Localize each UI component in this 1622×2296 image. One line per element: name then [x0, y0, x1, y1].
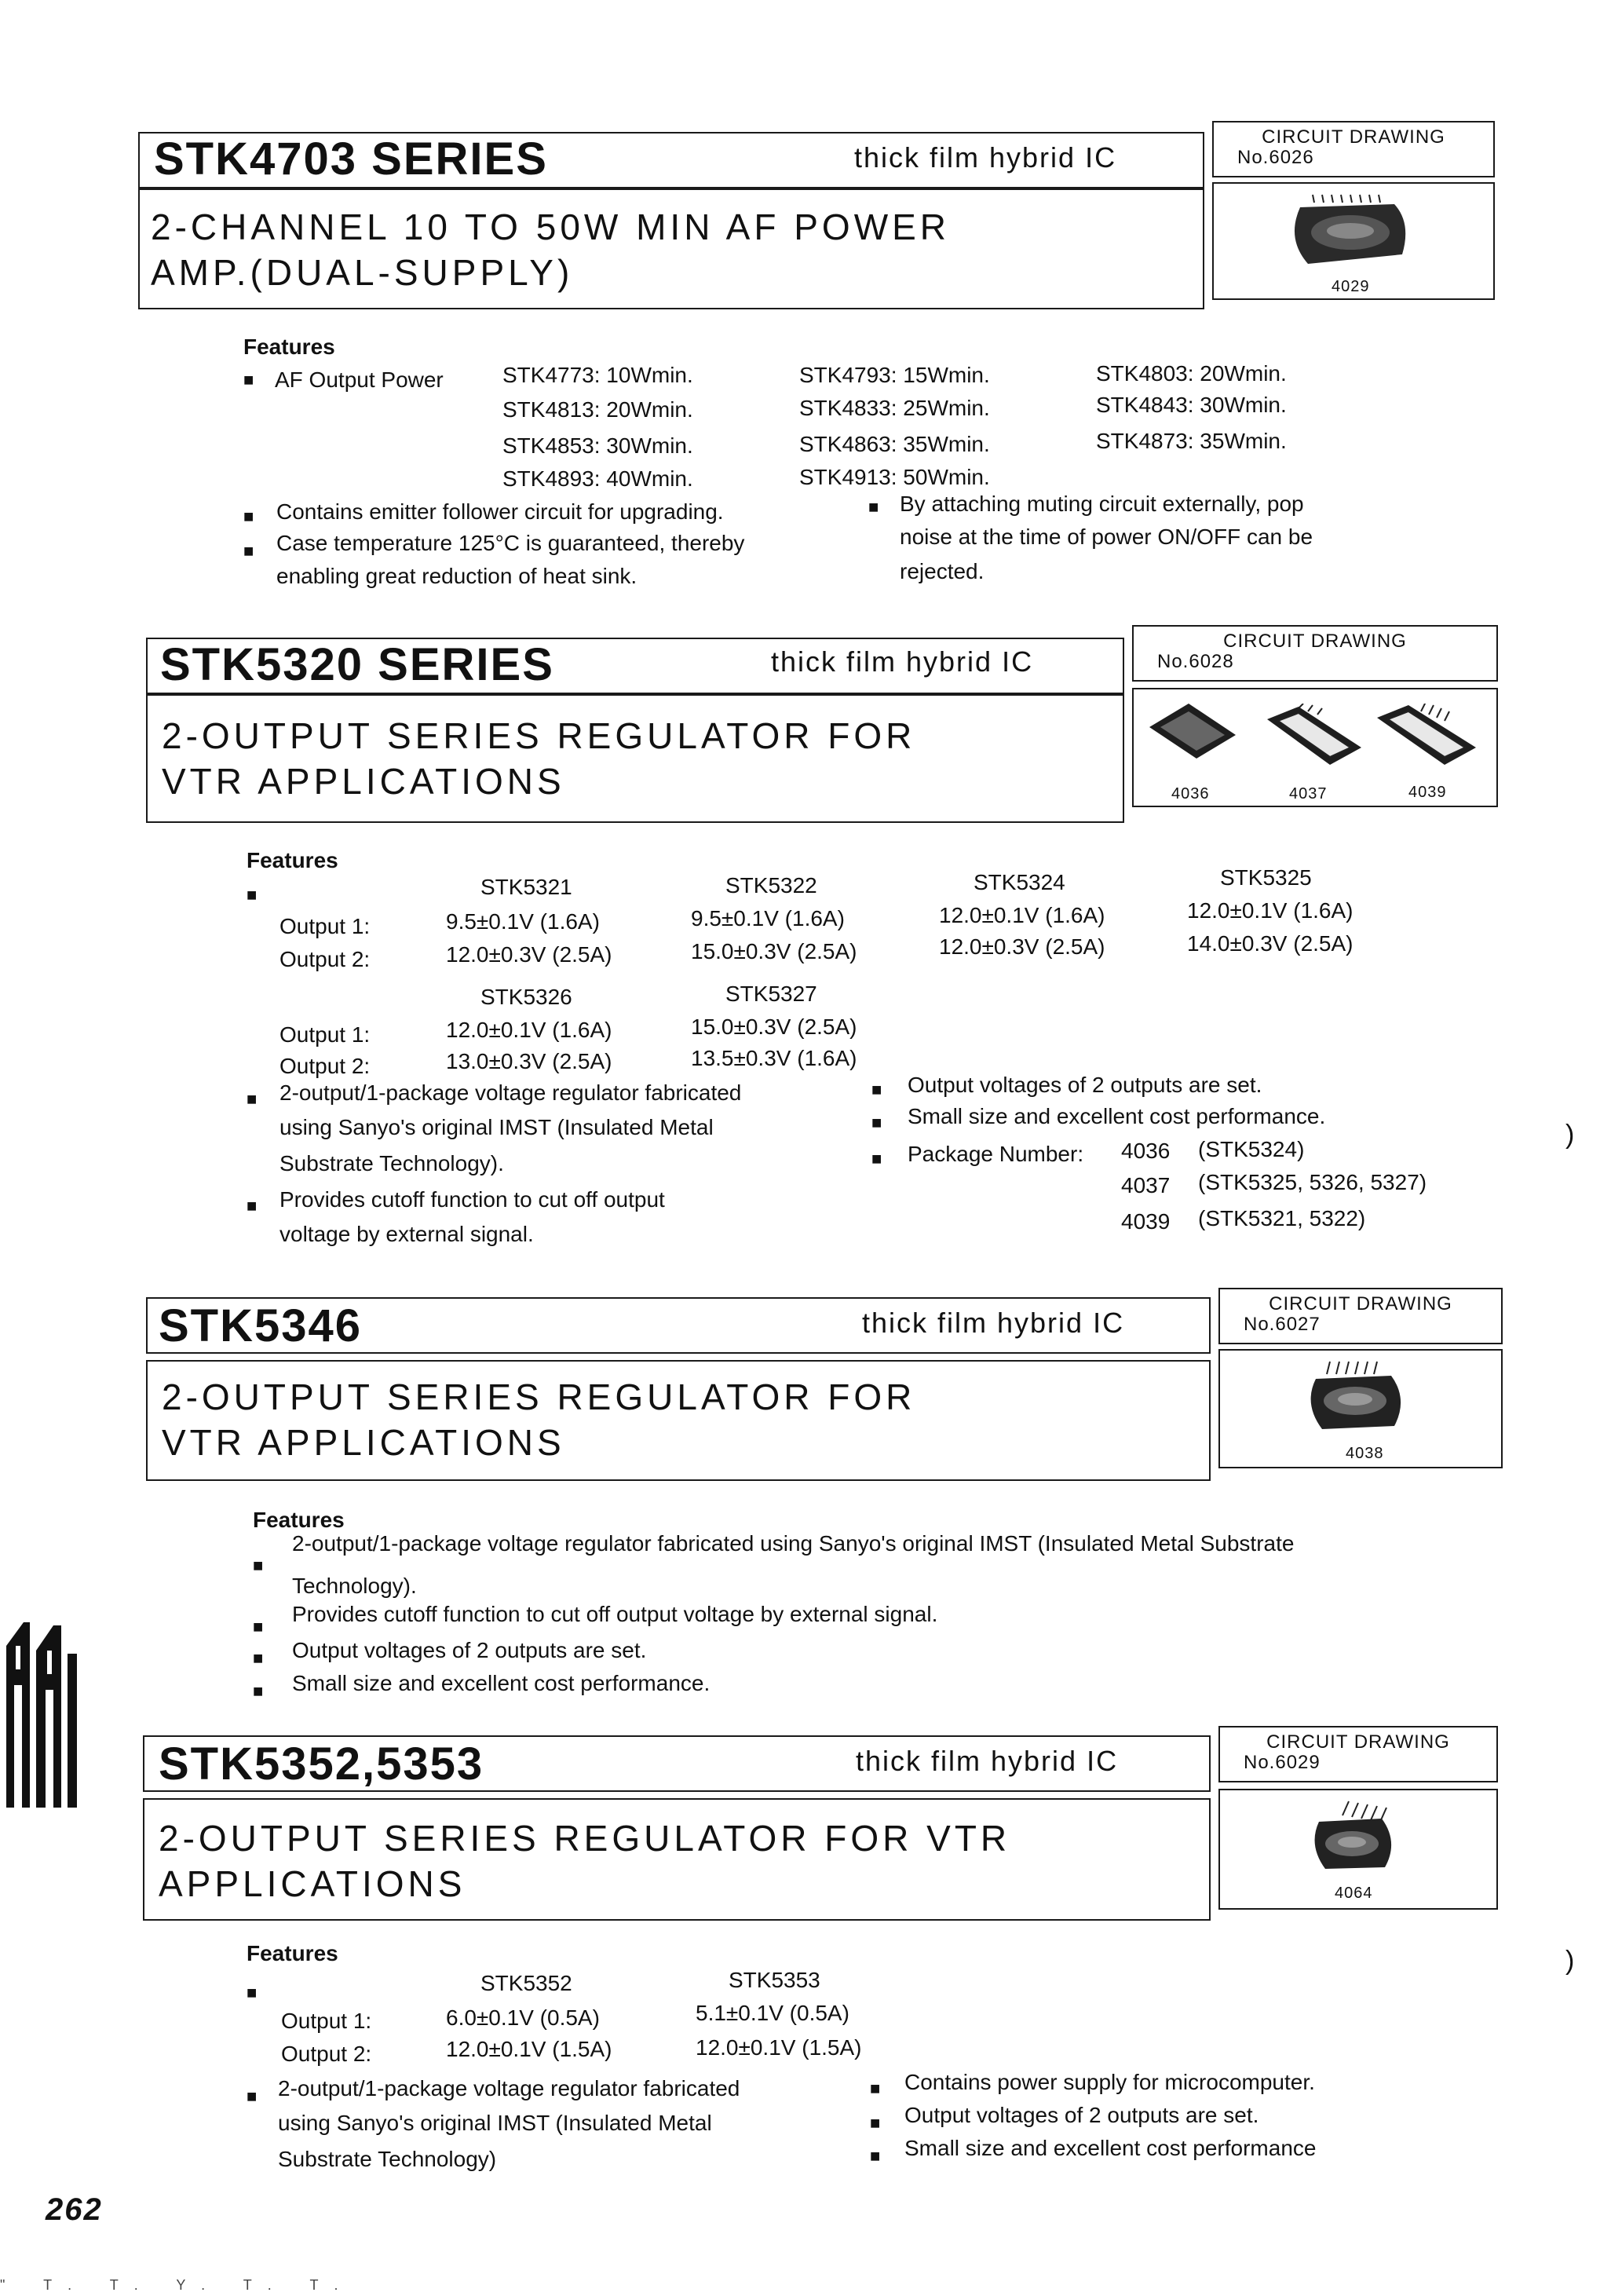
ic-package-image: [1299, 1360, 1416, 1439]
af-output-label: AF Output Power: [275, 367, 444, 392]
ic-package-images: [1149, 704, 1487, 782]
series-title: STK5346: [159, 1300, 363, 1351]
subtitle-line: 2-OUTPUT SERIES REGULATOR FOR VTR: [159, 1818, 1011, 1859]
model-header: STK5352: [480, 1971, 572, 1995]
spec-value: 12.0±0.1V (1.5A): [696, 2035, 862, 2060]
circuit-drawing-number: No.6028: [1157, 651, 1234, 672]
subtitle-line: 2-CHANNEL 10 TO 50W MIN AF POWER: [151, 207, 951, 247]
package-number: 4029: [1332, 278, 1370, 295]
feature-text: noise at the time of power ON/OFF can be: [900, 525, 1313, 549]
output-label: Output 2:: [279, 947, 371, 971]
feature-text: 2-output/1-package voltage regulator fabricated using Sanyo's original IMST (Insulated Metal Substrate: [292, 1531, 1295, 1556]
package-number: 4039: [1408, 784, 1447, 801]
spec-value: 6.0±0.1V (0.5A): [446, 2005, 600, 2030]
feature-text: enabling great reduction of heat sink.: [276, 564, 637, 588]
power-spec: STK4863: 35Wmin.: [799, 432, 990, 456]
spec-value: 5.1±0.1V (0.5A): [696, 2001, 849, 2025]
package-number: 4037: [1289, 785, 1328, 803]
bullet: ■: [253, 1681, 264, 1701]
spec-value: 13.0±0.3V (2.5A): [446, 1049, 612, 1073]
bullet: ■: [871, 1149, 882, 1168]
title-box: [138, 132, 1204, 188]
power-spec: STK4803: 20Wmin.: [1096, 361, 1287, 386]
bullet: ■: [243, 506, 254, 526]
page-number: 262: [46, 2192, 103, 2227]
output-label: Output 1:: [281, 2009, 372, 2033]
ic-type-label: thick film hybrid IC: [854, 141, 1117, 174]
spec-value: 12.0±0.1V (1.6A): [1187, 898, 1353, 923]
feature-text: rejected.: [900, 559, 985, 583]
model-header: STK5353: [729, 1968, 820, 1992]
feature-text: Substrate Technology).: [279, 1151, 504, 1175]
package-image-box: [1218, 1789, 1498, 1910]
package-image-box: [1212, 182, 1495, 300]
power-spec: STK4893: 40Wmin.: [502, 466, 693, 491]
package-types: (STK5324): [1198, 1137, 1305, 1161]
spec-value: 12.0±0.1V (1.6A): [939, 903, 1105, 927]
title-box: [146, 638, 1124, 694]
index-tab-graphic: [0, 1622, 82, 1811]
product-subtitle: [162, 713, 915, 804]
ic-package-image: [1306, 1798, 1408, 1877]
package-types: (STK5321, 5322): [1198, 1206, 1366, 1230]
spec-value: 15.0±0.3V (2.5A): [691, 939, 857, 963]
spec-value: 9.5±0.1V (1.6A): [446, 909, 600, 934]
feature-text: 2-output/1-package voltage regulator fabricated: [278, 2076, 740, 2100]
feature-text: voltage by external signal.: [279, 1222, 534, 1246]
series-title: STK5352,5353: [159, 1738, 484, 1790]
bullet: ■: [871, 1080, 882, 1099]
feature-text: using Sanyo's original IMST (Insulated Metal: [279, 1115, 714, 1139]
bullet: ■: [247, 2086, 258, 2106]
bullet: ■: [247, 1089, 258, 1109]
circuit-drawing-box: [1218, 1288, 1503, 1344]
feature-text: using Sanyo's original IMST (Insulated Metal: [278, 2111, 712, 2135]
footer-fragment: " T. T. Y. T. T.: [0, 2277, 356, 2293]
power-spec: STK4793: 15Wmin.: [799, 363, 990, 387]
circuit-drawing-number: No.6027: [1244, 1314, 1321, 1335]
circuit-drawing-label: CIRCUIT DRAWING: [1269, 1293, 1452, 1314]
package-number: 4064: [1335, 1885, 1373, 1902]
model-header: STK5324: [974, 870, 1065, 894]
features-heading: Features: [253, 1508, 345, 1532]
ic-type-label: thick film hybrid IC: [862, 1307, 1125, 1339]
bullet: ■: [870, 2146, 881, 2166]
feature-text: Small size and excellent cost performance.: [908, 1104, 1326, 1128]
bullet: ■: [253, 1617, 264, 1636]
feature-text: 2-output/1-package voltage regulator fabricated: [279, 1080, 742, 1105]
output-label: Output 1:: [279, 1022, 371, 1047]
model-header: STK5322: [725, 873, 817, 898]
features-heading: Features: [247, 848, 338, 872]
product-subtitle: [162, 1374, 915, 1465]
subtitle-line: APPLICATIONS: [159, 1863, 466, 1904]
spec-value: 12.0±0.1V (1.6A): [446, 1018, 612, 1042]
feature-text: Contains emitter follower circuit for upgrading.: [276, 499, 724, 524]
feature-text: Small size and excellent cost performance.: [292, 1671, 711, 1695]
feature-text: Substrate Technology): [278, 2147, 497, 2171]
bullet: ■: [247, 1196, 258, 1216]
circuit-drawing-box: [1132, 625, 1498, 682]
circuit-drawing-number: No.6026: [1237, 147, 1314, 168]
side-tab-marker: [0, 1622, 82, 1811]
model-header: STK5326: [480, 985, 572, 1009]
subtitle-line: AMP.(DUAL-SUPPLY): [151, 252, 574, 293]
output-label: Output 2:: [281, 2042, 372, 2066]
package-number-label: Package Number:: [908, 1142, 1084, 1166]
bullet: ■: [253, 1556, 264, 1575]
ic-package-image: [1277, 192, 1426, 278]
power-spec: STK4773: 10Wmin.: [502, 363, 693, 387]
power-spec: STK4813: 20Wmin.: [502, 397, 693, 422]
feature-text: Provides cutoff function to cut off output: [279, 1187, 665, 1212]
subtitle-line: VTR APPLICATIONS: [162, 1422, 565, 1463]
bullet: ■: [870, 2078, 881, 2098]
feature-text: By attaching muting circuit externally, pop: [900, 492, 1304, 516]
spec-value: 12.0±0.3V (2.5A): [939, 934, 1105, 959]
spec-value: 13.5±0.3V (1.6A): [691, 1046, 857, 1070]
power-spec: STK4833: 25Wmin.: [799, 396, 990, 420]
spec-value: 9.5±0.1V (1.6A): [691, 906, 845, 930]
product-subtitle: [159, 1815, 1010, 1907]
spec-value: 14.0±0.3V (2.5A): [1187, 931, 1353, 956]
features-heading: Features: [247, 1941, 338, 1965]
power-spec: STK4913: 50Wmin.: [799, 465, 990, 489]
package-image-box: [1132, 688, 1498, 807]
series-title: STK4703 SERIES: [154, 133, 548, 185]
subtitle-line: 2-OUTPUT SERIES REGULATOR FOR: [162, 1377, 916, 1417]
package-number: 4037: [1121, 1173, 1171, 1197]
series-title: STK5320 SERIES: [160, 639, 554, 690]
ic-type-label: thick film hybrid IC: [856, 1745, 1119, 1777]
feature-text: Provides cutoff function to cut off output voltage by external signal.: [292, 1602, 938, 1626]
subtitle-box: [146, 1360, 1211, 1481]
bullet: ■: [247, 1983, 258, 2002]
circuit-drawing-box: [1218, 1726, 1498, 1782]
feature-text: Contains power supply for microcomputer.: [904, 2070, 1315, 2094]
package-number: 4036: [1171, 785, 1210, 803]
feature-text: Small size and excellent cost performance: [904, 2136, 1317, 2160]
bullet: ■: [870, 2113, 881, 2133]
feature-text: Technology).: [292, 1574, 417, 1598]
margin-mark: ): [1565, 1120, 1575, 1150]
title-box: [146, 1297, 1211, 1354]
output-label: Output 1:: [279, 914, 371, 938]
package-number: 4036: [1121, 1139, 1171, 1163]
package-number: 4038: [1346, 1445, 1384, 1462]
feature-text: Output voltages of 2 outputs are set.: [904, 2103, 1259, 2127]
circuit-drawing-box: [1212, 121, 1495, 177]
package-types: (STK5325, 5326, 5327): [1198, 1170, 1427, 1194]
model-header: STK5327: [725, 982, 817, 1006]
bullet: ■: [253, 1648, 264, 1668]
product-subtitle: [151, 204, 950, 295]
model-header: STK5325: [1220, 865, 1312, 890]
circuit-drawing-label: CIRCUIT DRAWING: [1223, 631, 1407, 652]
ic-type-label: thick film hybrid IC: [771, 645, 1034, 678]
title-box: [143, 1735, 1211, 1792]
subtitle-box: [138, 188, 1204, 309]
subtitle-box: [143, 1798, 1211, 1921]
subtitle-box: [146, 694, 1124, 823]
model-header: STK5321: [480, 875, 572, 899]
bullet: ■: [868, 497, 879, 517]
circuit-drawing-label: CIRCUIT DRAWING: [1266, 1731, 1450, 1753]
package-number: 4039: [1121, 1209, 1171, 1234]
bullet: ■: [247, 885, 258, 905]
bullet: ■: [243, 370, 254, 389]
subtitle-line: 2-OUTPUT SERIES REGULATOR FOR: [162, 715, 916, 756]
feature-text: Case temperature 125°C is guaranteed, thereby: [276, 531, 745, 555]
features-heading: Features: [243, 335, 335, 359]
feature-text: Output voltages of 2 outputs are set.: [292, 1638, 647, 1662]
output-label: Output 2:: [279, 1054, 371, 1078]
power-spec: STK4853: 30Wmin.: [502, 433, 693, 458]
subtitle-line: VTR APPLICATIONS: [162, 761, 565, 802]
margin-mark: ): [1565, 1946, 1575, 1976]
power-spec: STK4843: 30Wmin.: [1096, 393, 1287, 417]
package-image-box: [1218, 1349, 1503, 1468]
spec-value: 12.0±0.1V (1.5A): [446, 2037, 612, 2061]
power-spec: STK4873: 35Wmin.: [1096, 429, 1287, 453]
spec-value: 12.0±0.3V (2.5A): [446, 942, 612, 967]
circuit-drawing-number: No.6029: [1244, 1752, 1321, 1773]
spec-value: 15.0±0.3V (2.5A): [691, 1015, 857, 1039]
circuit-drawing-label: CIRCUIT DRAWING: [1262, 126, 1445, 148]
bullet: ■: [243, 541, 254, 561]
feature-text: Output voltages of 2 outputs are set.: [908, 1073, 1262, 1097]
bullet: ■: [871, 1113, 882, 1132]
